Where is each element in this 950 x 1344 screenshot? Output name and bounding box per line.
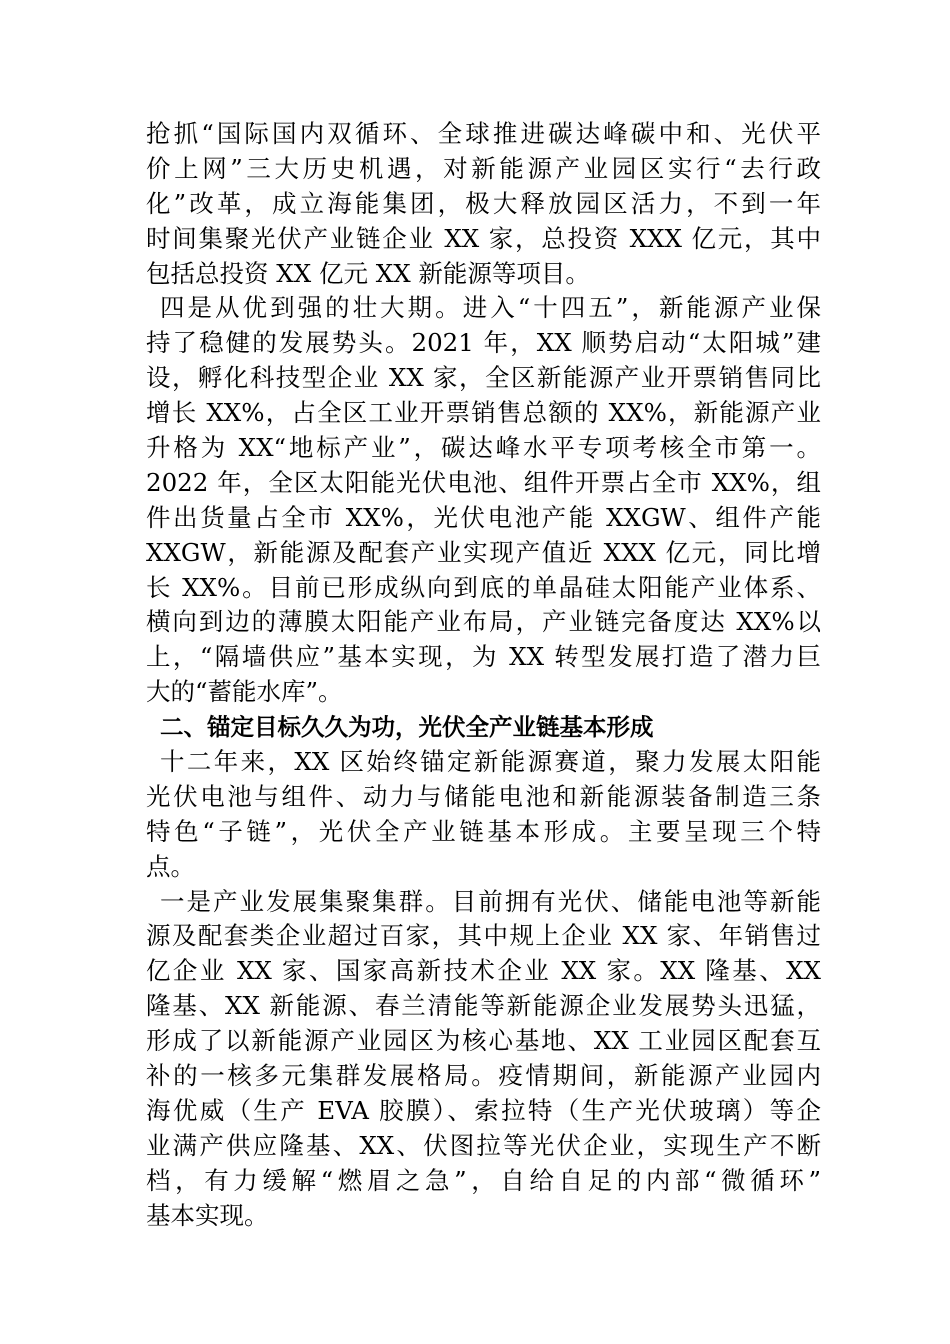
paragraph-line: 基本实现。 bbox=[146, 1200, 269, 1230]
paragraph-line: 海优威（生产 EVA 胶膜）、索拉特（生产光伏玻璃）等企 bbox=[146, 1095, 821, 1125]
section-heading: 二、锚定目标久久为功，光伏全产业链基本形成 bbox=[160, 713, 654, 742]
paragraph-line: 价上网”三大历史机遇，对新能源产业园区实行“去行政 bbox=[146, 153, 821, 183]
paragraph-line: 件出货量占全市 XX%，光伏电池产能 XXGW、组件产能 bbox=[146, 502, 821, 532]
paragraph-line: 光伏电池与组件、动力与储能电池和新能源装备制造三条 bbox=[146, 781, 821, 811]
paragraph-line: 增长 XX%，占全区工业开票销售总额的 XX%，新能源产业 bbox=[146, 398, 821, 428]
paragraph-line: 设，孵化科技型企业 XX 家，全区新能源产业开票销售同比 bbox=[146, 363, 821, 393]
paragraph-line: 四是从优到强的壮大期。进入“十四五”，新能源产业保 bbox=[160, 293, 821, 323]
paragraph-line: 一是产业发展集聚集群。目前拥有光伏、储能电池等新能 bbox=[160, 886, 821, 916]
paragraph-line: 大的“蓄能水库”。 bbox=[146, 677, 343, 707]
paragraph-line: 档，有力缓解“燃眉之急”，自给自足的内部“微循环” bbox=[146, 1165, 821, 1195]
paragraph-line: 上，“隔墙供应”基本实现，为 XX 转型发展打造了潜力巨 bbox=[146, 642, 821, 672]
paragraph-line: 2022 年，全区太阳能光伏电池、组件开票占全市 XX%，组 bbox=[146, 467, 821, 497]
paragraph-line: 补的一核多元集群发展格局。疫情期间，新能源产业园内 bbox=[146, 1061, 821, 1091]
paragraph-line: 隆基、XX 新能源、春兰清能等新能源企业发展势头迅猛， bbox=[146, 991, 821, 1021]
paragraph-line: 业满产供应隆基、XX、伏图拉等光伏企业，实现生产不断 bbox=[146, 1130, 821, 1160]
paragraph-line: 长 XX%。目前已形成纵向到底的单晶硅太阳能产业体系、 bbox=[146, 572, 821, 602]
paragraph-line: 包括总投资 XX 亿元 XX 新能源等项目。 bbox=[146, 258, 590, 288]
paragraph-line: 横向到边的薄膜太阳能产业布局，产业链完备度达 XX%以 bbox=[146, 607, 821, 637]
paragraph-line: 亿企业 XX 家、国家高新技术企业 XX 家。XX 隆基、XX bbox=[146, 956, 821, 986]
paragraph-line: 形成了以新能源产业园区为核心基地、XX 工业园区配套互 bbox=[146, 1026, 821, 1056]
paragraph-line: 升格为 XX“地标产业”，碳达峰水平专项考核全市第一。 bbox=[146, 433, 821, 463]
document-page bbox=[146, 117, 821, 1234]
paragraph-line: XXGW，新能源及配套产业实现产值近 XXX 亿元，同比增 bbox=[146, 537, 821, 567]
paragraph-line: 源及配套类企业超过百家，其中规上企业 XX 家、年销售过 bbox=[146, 921, 821, 951]
paragraph-line: 抢抓“国际国内双循环、全球推进碳达峰碳中和、光伏平 bbox=[146, 119, 821, 148]
paragraph-line: 特色“子链”，光伏全产业链基本形成。主要呈现三个特 bbox=[146, 816, 821, 846]
paragraph-line: 点。 bbox=[146, 851, 195, 881]
paragraph-line: 化”改革，成立海能集团，极大释放园区活力，不到一年 bbox=[146, 188, 821, 218]
paragraph-line: 持了稳健的发展势头。2021 年，XX 顺势启动“太阳城”建 bbox=[146, 328, 821, 358]
paragraph-line: 十二年来，XX 区始终锚定新能源赛道，聚力发展太阳能 bbox=[160, 747, 821, 777]
paragraph-line: 时间集聚光伏产业链企业 XX 家，总投资 XXX 亿元，其中 bbox=[146, 223, 821, 253]
